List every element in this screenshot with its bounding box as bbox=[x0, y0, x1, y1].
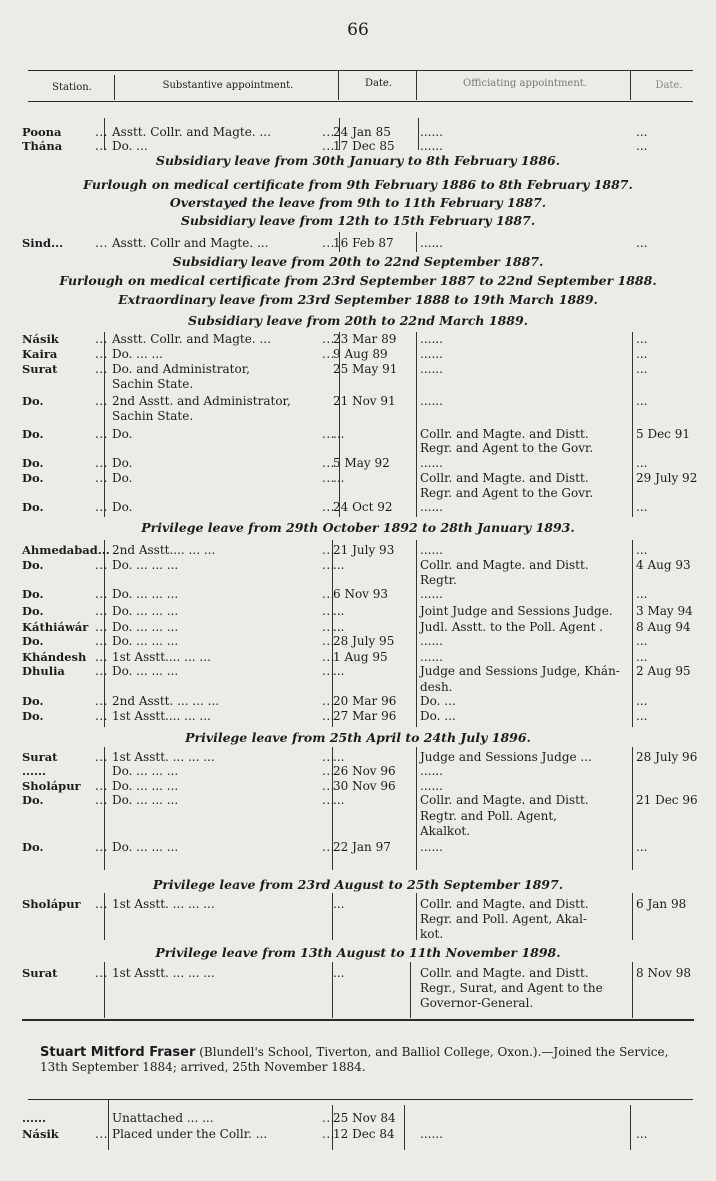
officiating-appointment-cell: ...... bbox=[420, 1127, 443, 1141]
officiating-appointment-cell: ...... bbox=[420, 500, 443, 514]
station-cell: Do. bbox=[22, 587, 44, 601]
officiating-appointment-cell: ...... bbox=[420, 125, 443, 139]
station-dots: ... bbox=[95, 709, 108, 723]
officiating-date-cell: 5 Dec 91 bbox=[636, 427, 690, 441]
header-date2: Date. bbox=[655, 80, 683, 91]
officiating-date-cell: ... bbox=[636, 1127, 648, 1141]
station-dots: ... bbox=[95, 587, 108, 601]
substantive-appointment-cell: Do. ... ... ... bbox=[112, 764, 179, 778]
substantive-appointment-cell: 2nd Asstt. and Administrator, bbox=[112, 394, 291, 408]
substantive-appointment-cell: Do. ... ... ... bbox=[112, 840, 179, 854]
officiating-date-cell: ... bbox=[636, 587, 648, 601]
date-cell: 21 Nov 91 bbox=[333, 394, 396, 408]
column-divider bbox=[410, 962, 411, 1018]
officiating-appointment-cell: ...... bbox=[420, 650, 443, 664]
appointment-dots: ... bbox=[322, 604, 335, 618]
substantive-appointment-cell: Do. ... ... ... bbox=[112, 664, 179, 678]
substantive-appointment-cell: 1st Asstt.... ... ... bbox=[112, 650, 211, 664]
officiating-date-cell: 8 Aug 94 bbox=[636, 620, 691, 634]
substantive-appointment-cell: Do. bbox=[112, 427, 133, 441]
appointment-dots: ... bbox=[322, 779, 335, 793]
appointment-dots: ... bbox=[322, 427, 335, 441]
leave-note: Subsidiary leave from 20th to 22nd March 1889. bbox=[187, 313, 529, 328]
substantive-appointment-cell: Asstt. Collr. and Magte. ... bbox=[112, 332, 271, 346]
station-cell: Do. bbox=[22, 634, 44, 648]
substantive-appointment-cell: Do. bbox=[112, 471, 133, 485]
station-cell: Do. bbox=[22, 604, 44, 618]
station-dots: ... bbox=[95, 604, 108, 618]
officiating-date-cell: ... bbox=[636, 139, 648, 153]
station-dots: ... bbox=[95, 139, 108, 153]
date-cell: ... bbox=[333, 966, 345, 980]
leave-note: Furlough on medical certificate from 9th February 1886 to 8th February 1887. bbox=[83, 177, 633, 192]
officiating-appointment-cell: ...... bbox=[420, 139, 443, 153]
station-cell: Káthiáwár bbox=[22, 620, 89, 634]
date-cell: ... bbox=[333, 427, 345, 441]
officiating-appointment-cell: Regr. and Agent to the Govr. bbox=[420, 441, 594, 455]
officiating-date-cell: ... bbox=[636, 125, 648, 139]
officiating-appointment-cell: ...... bbox=[420, 840, 443, 854]
substantive-appointment-cell: Do. ... ... ... bbox=[112, 779, 179, 793]
officiating-date-cell: ... bbox=[636, 347, 648, 361]
substantive-appointment-cell: Do. ... ... bbox=[112, 347, 163, 361]
officiating-date-cell: ... bbox=[636, 840, 648, 854]
column-divider bbox=[416, 70, 417, 100]
station-cell: Kaira bbox=[22, 347, 58, 361]
officiating-date-cell: ... bbox=[636, 709, 648, 723]
leave-note: Subsidiary leave from 30th January to 8th February 1886. bbox=[155, 153, 561, 168]
date-cell: 6 Nov 93 bbox=[333, 587, 389, 601]
officiating-appointment-cell: Regtr. and Poll. Agent, bbox=[420, 809, 557, 823]
substantive-appointment-cell: Do. ... ... ... bbox=[112, 604, 179, 618]
station-cell: Ahmedabad... bbox=[22, 543, 110, 557]
appointment-dots: ... bbox=[322, 125, 335, 139]
officiating-appointment-cell: ...... bbox=[420, 587, 443, 601]
substantive-appointment-cell: 1st Asstt. ... ... ... bbox=[112, 750, 215, 764]
substantive-appointment-cell: 1st Asstt. ... ... ... bbox=[112, 897, 215, 911]
station-dots: ... bbox=[95, 558, 108, 572]
station-cell: Do. bbox=[22, 427, 44, 441]
officiating-appointment-cell: Akalkot. bbox=[420, 824, 471, 838]
officiating-appointment-cell: ...... bbox=[420, 394, 443, 408]
station-dots: ... bbox=[95, 664, 108, 678]
appointment-dots: ... bbox=[322, 456, 335, 470]
appointment-dots: ... bbox=[322, 587, 335, 601]
appointment-dots: ... bbox=[322, 650, 335, 664]
date-cell: 24 Jan 85 bbox=[333, 125, 391, 139]
date-cell: ... bbox=[333, 620, 345, 634]
leave-note: Privilege leave from 29th October 1892 to 28th January 1893. bbox=[141, 520, 575, 535]
station-cell: Dhulia bbox=[22, 664, 65, 678]
column-divider bbox=[632, 893, 633, 940]
officiating-appointment-cell: ...... bbox=[420, 764, 443, 778]
officiating-appointment-cell: Collr. and Magte. and Distt. bbox=[420, 558, 589, 572]
officiating-date-cell: ... bbox=[636, 456, 648, 470]
officiating-date-cell: 3 May 94 bbox=[636, 604, 693, 618]
column-divider bbox=[418, 118, 419, 150]
substantive-appointment-cell: Unattached ... ... bbox=[112, 1111, 214, 1125]
date-cell: 21 July 93 bbox=[333, 543, 395, 557]
date-cell: ... bbox=[333, 604, 345, 618]
officiating-date-cell: 8 Nov 98 bbox=[636, 966, 692, 980]
officiating-date-cell: ... bbox=[636, 694, 648, 708]
column-divider bbox=[338, 70, 339, 100]
appointment-dots: ... bbox=[322, 500, 335, 514]
date-cell: 28 July 95 bbox=[333, 634, 395, 648]
officiating-appointment-cell: ...... bbox=[420, 362, 443, 376]
date-cell: ... bbox=[333, 664, 345, 678]
column-divider bbox=[632, 332, 633, 517]
station-cell: Poona bbox=[22, 125, 62, 139]
station-cell: Násik bbox=[22, 1127, 59, 1141]
appointment-dots: ... bbox=[322, 558, 335, 572]
date-cell: 22 Jan 97 bbox=[333, 840, 391, 854]
station-cell: Do. bbox=[22, 709, 44, 723]
header-substantive: Substantive appointment. bbox=[162, 80, 294, 91]
officiating-date-cell: 4 Aug 93 bbox=[636, 558, 691, 572]
column-divider bbox=[632, 962, 633, 1018]
date-cell: ... bbox=[333, 897, 345, 911]
station-dots: ... bbox=[95, 620, 108, 634]
officiating-appointment-cell: Collr. and Magte. and Distt. bbox=[420, 897, 589, 911]
officiating-appointment-cell: Collr. and Magte. and Distt. bbox=[420, 966, 589, 980]
station-cell: Surat bbox=[22, 750, 58, 764]
appointment-dots: ... bbox=[322, 750, 335, 764]
station-dots: ... bbox=[95, 500, 108, 514]
header-station: Station. bbox=[52, 82, 92, 93]
substantive-appointment-cell: 2nd Asstt. ... ... ... bbox=[112, 694, 220, 708]
officiating-appointment-cell: Governor-General. bbox=[420, 996, 534, 1010]
station-dots: ... bbox=[95, 650, 108, 664]
column-divider bbox=[632, 747, 633, 870]
station-cell: Surat bbox=[22, 966, 58, 980]
appointment-dots: ... bbox=[322, 332, 335, 346]
appointment-dots: ... bbox=[322, 543, 335, 557]
substantive-appointment-cell: 1st Asstt. ... ... ... bbox=[112, 966, 215, 980]
substantive-appointment-cell: 2nd Asstt.... ... ... bbox=[112, 543, 216, 557]
column-divider bbox=[416, 747, 417, 870]
station-cell: Do. bbox=[22, 394, 44, 408]
officiating-appointment-cell: Judge and Sessions Judge, Khán- bbox=[420, 664, 620, 678]
column-divider bbox=[630, 70, 631, 100]
station-cell: Násik bbox=[22, 332, 59, 346]
substantive-appointment-cell: Do. ... ... ... bbox=[112, 587, 179, 601]
officiating-appointment-cell: Collr. and Magte. and Distt. bbox=[420, 427, 589, 441]
officiating-appointment-cell: Do. ... bbox=[420, 694, 456, 708]
officiating-date-cell: 21 Dec 96 bbox=[636, 793, 698, 807]
appointment-dots: ... bbox=[322, 793, 335, 807]
appointment-dots: ... bbox=[322, 471, 335, 485]
station-dots: ... bbox=[95, 750, 108, 764]
officiating-date-cell: ... bbox=[636, 650, 648, 664]
column-divider bbox=[416, 893, 417, 940]
station-dots: ... bbox=[95, 1127, 108, 1141]
station-dots: ... bbox=[95, 332, 108, 346]
leave-note: Privilege leave from 13th August to 11th November 1898. bbox=[155, 945, 561, 960]
substantive-appointment-cell: Do. ... ... ... bbox=[112, 620, 179, 634]
substantive-appointment-cell: Sachin State. bbox=[112, 409, 194, 423]
appointment-dots: ... bbox=[322, 1111, 335, 1125]
substantive-appointment-cell: Placed under the Collr. ... bbox=[112, 1127, 268, 1141]
substantive-appointment-cell: Do. ... bbox=[112, 139, 148, 153]
column-divider bbox=[632, 540, 633, 727]
station-dots: ... bbox=[95, 966, 108, 980]
officiating-appointment-cell: Regr. and Agent to the Govr. bbox=[420, 486, 594, 500]
column-divider bbox=[108, 1099, 109, 1150]
substantive-appointment-cell: Do. ... ... ... bbox=[112, 558, 179, 572]
officiating-date-cell: ... bbox=[636, 500, 648, 514]
date-cell: 20 Mar 96 bbox=[333, 694, 397, 708]
officiating-appointment-cell: ...... bbox=[420, 236, 443, 250]
station-cell: ...... bbox=[22, 764, 47, 778]
header-officiating: Officiating appointment. bbox=[463, 78, 587, 89]
officiating-date-cell: ... bbox=[636, 634, 648, 648]
station-dots: ... bbox=[95, 236, 108, 250]
second-table-rule bbox=[28, 1099, 693, 1100]
date-cell: 27 Mar 96 bbox=[333, 709, 397, 723]
station-dots: ... bbox=[95, 897, 108, 911]
appointment-dots: ... bbox=[322, 347, 335, 361]
date-cell: 17 Dec 85 bbox=[333, 139, 395, 153]
station-cell: Khándesh bbox=[22, 650, 87, 664]
substantive-appointment-cell: Asstt. Collr. and Magte. ... bbox=[112, 125, 271, 139]
station-dots: ... bbox=[95, 779, 108, 793]
officiating-appointment-cell: ...... bbox=[420, 543, 443, 557]
section-end-rule bbox=[22, 1019, 694, 1021]
date-cell: 5 May 92 bbox=[333, 456, 390, 470]
station-dots: ... bbox=[95, 694, 108, 708]
officiating-appointment-cell: Collr. and Magte. and Distt. bbox=[420, 793, 589, 807]
officiating-appointment-cell: desh. bbox=[420, 680, 453, 694]
appointment-dots: ... bbox=[322, 694, 335, 708]
officiating-appointment-cell: ...... bbox=[420, 779, 443, 793]
officiating-date-cell: 6 Jan 98 bbox=[636, 897, 687, 911]
appointment-dots: ... bbox=[322, 620, 335, 634]
column-divider bbox=[114, 75, 115, 100]
officiating-appointment-cell: Regtr. bbox=[420, 573, 457, 587]
header-bottom-rule bbox=[28, 101, 693, 102]
substantive-appointment-cell: Do. and Administrator, bbox=[112, 362, 250, 376]
date-cell: 16 Feb 87 bbox=[333, 236, 394, 250]
station-cell: Do. bbox=[22, 456, 44, 470]
station-dots: ... bbox=[95, 394, 108, 408]
leave-note: Furlough on medical certificate from 23rd September 1887 to 22nd September 1888. bbox=[59, 273, 657, 288]
station-dots: ... bbox=[95, 125, 108, 139]
officiating-appointment-cell: Do. ... bbox=[420, 709, 456, 723]
date-cell: 9 Aug 89 bbox=[333, 347, 388, 361]
officiating-date-cell: ... bbox=[636, 362, 648, 376]
appointment-dots: ... bbox=[322, 634, 335, 648]
appointment-dots: ... bbox=[322, 840, 335, 854]
leave-note: Privilege leave from 23rd August to 25th September 1897. bbox=[152, 877, 564, 892]
station-cell: Do. bbox=[22, 793, 44, 807]
appointment-dots: ... bbox=[322, 236, 335, 250]
station-dots: ... bbox=[95, 793, 108, 807]
station-cell: Do. bbox=[22, 500, 44, 514]
substantive-appointment-cell: Do. ... ... ... bbox=[112, 634, 179, 648]
column-divider bbox=[416, 540, 417, 727]
substantive-appointment-cell: Do. bbox=[112, 500, 133, 514]
leave-note: Privilege leave from 25th April to 24th July 1896. bbox=[185, 730, 531, 745]
officiating-appointment-cell: ...... bbox=[420, 347, 443, 361]
officiating-appointment-cell: Collr. and Magte. and Distt. bbox=[420, 471, 589, 485]
date-cell: ... bbox=[333, 793, 345, 807]
leave-note: Overstayed the leave from 9th to 11th February 1887. bbox=[169, 195, 547, 210]
station-cell: Do. bbox=[22, 558, 44, 572]
officiating-date-cell: ... bbox=[636, 332, 648, 346]
page-number: 66 bbox=[347, 20, 369, 40]
station-dots: ... bbox=[95, 456, 108, 470]
officiating-appointment-cell: Judge and Sessions Judge ... bbox=[420, 750, 592, 764]
date-cell: 24 Oct 92 bbox=[333, 500, 393, 514]
date-cell: ... bbox=[333, 750, 345, 764]
station-dots: ... bbox=[95, 347, 108, 361]
leave-note: Extraordinary leave from 23rd September 1888 to 19th March 1889. bbox=[118, 292, 598, 307]
station-cell: Do. bbox=[22, 840, 44, 854]
leave-note: Subsidiary leave from 20th to 22nd September 1887. bbox=[172, 254, 544, 269]
header-top-rule bbox=[28, 70, 693, 71]
substantive-appointment-cell: Sachin State. bbox=[112, 377, 194, 391]
officiating-appointment-cell: Joint Judge and Sessions Judge. bbox=[420, 604, 613, 618]
officiating-date-cell: ... bbox=[636, 543, 648, 557]
date-cell: ... bbox=[333, 471, 345, 485]
station-dots: ... bbox=[95, 427, 108, 441]
substantive-appointment-cell: Do. ... ... ... bbox=[112, 793, 179, 807]
station-cell: Sholápur bbox=[22, 779, 81, 793]
official-details: (Blundell's School, Tiverton, and Balliol College, Oxon.).—Joined the Service, 13th September 1884; arrived, 25th November 1884. bbox=[40, 1045, 669, 1074]
officiating-date-cell: ... bbox=[636, 394, 648, 408]
date-cell: 25 Nov 84 bbox=[333, 1111, 396, 1125]
official-name: Stuart Mitford Fraser bbox=[40, 1045, 196, 1060]
date-cell: 30 Nov 96 bbox=[333, 779, 396, 793]
station-dots: ... bbox=[95, 471, 108, 485]
officiating-appointment-cell: Judl. Asstt. to the Poll. Agent . bbox=[420, 620, 604, 634]
officiating-appointment-cell: ...... bbox=[420, 332, 443, 346]
substantive-appointment-cell: 1st Asstt.... ... ... bbox=[112, 709, 211, 723]
station-cell: Sind... bbox=[22, 236, 64, 250]
date-cell: ... bbox=[333, 558, 345, 572]
station-dots: ... bbox=[95, 362, 108, 376]
officiating-appointment-cell: ...... bbox=[420, 456, 443, 470]
leave-note: Subsidiary leave from 12th to 15th February 1887. bbox=[180, 213, 536, 228]
substantive-appointment-cell: Asstt. Collr and Magte. ... bbox=[112, 236, 269, 250]
station-cell: ...... bbox=[22, 1111, 47, 1125]
officiating-date-cell: 29 July 92 bbox=[636, 471, 698, 485]
substantive-appointment-cell: Do. bbox=[112, 456, 133, 470]
appointment-dots: ... bbox=[322, 764, 335, 778]
station-cell: Thána bbox=[22, 139, 63, 153]
appointment-dots: ... bbox=[322, 1127, 335, 1141]
appointment-dots: ... bbox=[322, 664, 335, 678]
officiating-appointment-cell: Regr. and Poll. Agent, Akal- bbox=[420, 912, 587, 926]
date-cell: 1 Aug 95 bbox=[333, 650, 388, 664]
column-divider bbox=[630, 1105, 631, 1150]
officiating-date-cell: ... bbox=[636, 236, 648, 250]
date-cell: 23 Mar 89 bbox=[333, 332, 397, 346]
officiating-appointment-cell: ...... bbox=[420, 634, 443, 648]
column-divider bbox=[416, 332, 417, 517]
station-cell: Surat bbox=[22, 362, 58, 376]
officiating-appointment-cell: Regr., Surat, and Agent to the bbox=[420, 981, 603, 995]
officiating-date-cell: 28 July 96 bbox=[636, 750, 698, 764]
date-cell: 12 Dec 84 bbox=[333, 1127, 395, 1141]
station-dots: ... bbox=[95, 840, 108, 854]
officiating-appointment-cell: kot. bbox=[420, 927, 444, 941]
station-cell: Sholápur bbox=[22, 897, 81, 911]
appointment-dots: ... bbox=[322, 709, 335, 723]
appointment-dots: ... bbox=[322, 139, 335, 153]
officiating-date-cell: 2 Aug 95 bbox=[636, 664, 691, 678]
column-divider bbox=[404, 1105, 405, 1150]
station-cell: Do. bbox=[22, 694, 44, 708]
date-cell: 25 May 91 bbox=[333, 362, 398, 376]
official-entry bbox=[40, 1045, 690, 1075]
station-dots: ... bbox=[95, 634, 108, 648]
header-date: Date. bbox=[364, 78, 393, 89]
date-cell: 26 Nov 96 bbox=[333, 764, 396, 778]
column-divider bbox=[416, 232, 417, 252]
station-cell: Do. bbox=[22, 471, 44, 485]
